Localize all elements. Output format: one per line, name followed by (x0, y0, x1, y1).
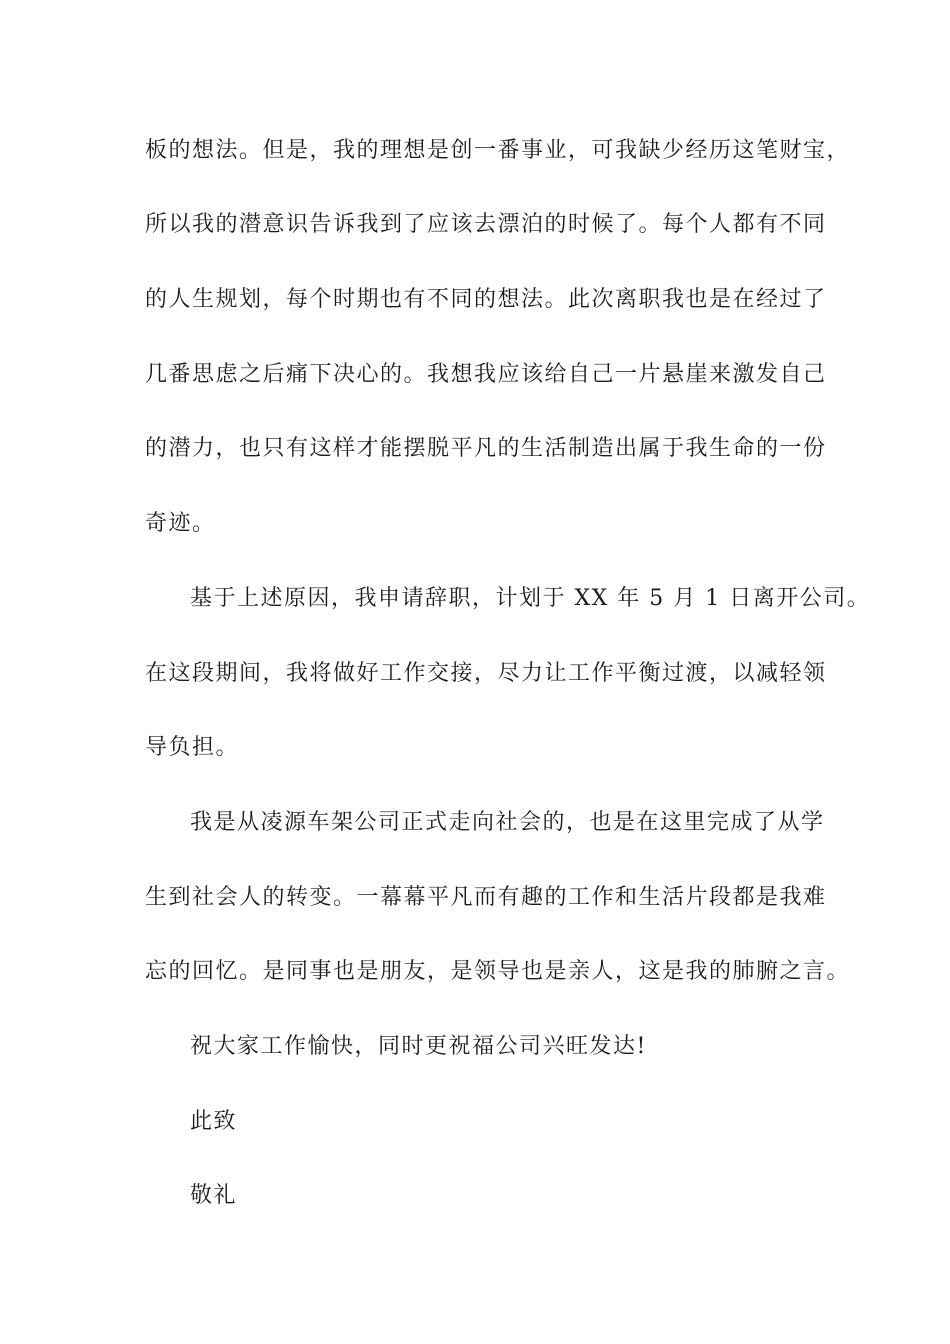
paragraph-line: 我是从凌源车架公司正式走向社会的，也是在这里完成了从学 (190, 810, 825, 835)
paragraph-line: 生到社会人的转变。一幕幕平凡而有趣的工作和生活片段都是我难 (145, 885, 827, 910)
paragraph-line: 在这段期间，我将做好工作交接，尽力让工作平衡过渡，以减轻领 (145, 661, 827, 686)
closing-wish: 祝大家工作愉快，同时更祝福公司兴旺发达! (190, 1034, 647, 1059)
closing-salutation: 此致 (190, 1109, 238, 1134)
paragraph-line: 的潜力，也只有这样才能摆脱平凡的生活制造出属于我生命的一份 (145, 436, 827, 461)
paragraph-line: 忘的回忆。是同事也是朋友，是领导也是亲人，这是我的肺腑之言。 (145, 959, 851, 984)
paragraph-line: 几番思虑之后痛下决心的。我想我应该给自己一片悬崖来激发自己 (145, 362, 827, 387)
paragraph-line: 导负担。 (145, 735, 240, 760)
paragraph-line: 基于上述原因，我申请辞职，计划于 XX 年 5 月 1 日离开公司。 (190, 586, 871, 611)
closing-regards: 敬礼 (190, 1183, 238, 1208)
paragraph-line: 的人生规划，每个时期也有不同的想法。此次离职我也是在经过了 (145, 287, 827, 312)
paragraph-line: 所以我的潜意识告诉我到了应该去漂泊的时候了。每个人都有不同 (145, 212, 827, 237)
paragraph-line: 板的想法。但是，我的理想是创一番事业，可我缺少经历这笔财宝， (145, 138, 851, 163)
paragraph-line: 奇迹。 (145, 511, 216, 536)
